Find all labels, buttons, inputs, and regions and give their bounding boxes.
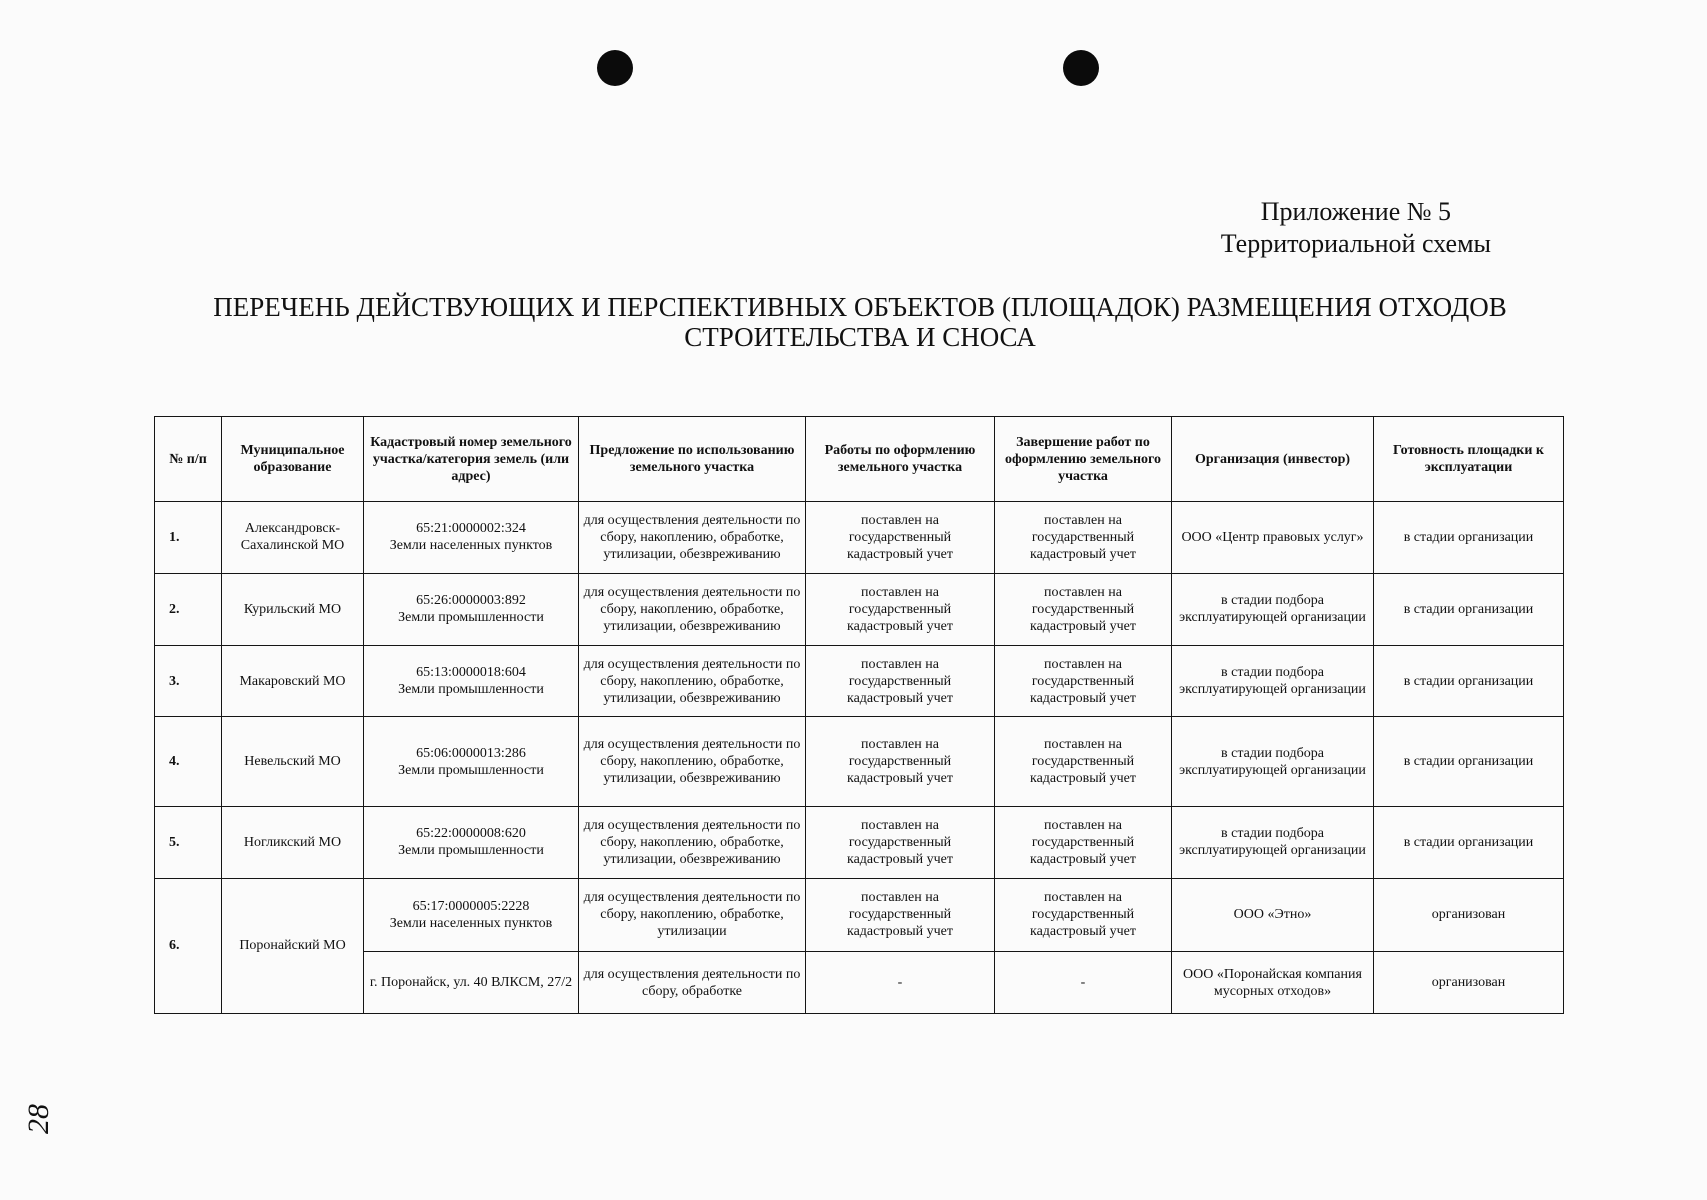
appendix-line-1: Приложение № 5 <box>1260 197 1452 226</box>
cell-completion: поставлен на государственный кадастровый учет <box>995 806 1172 878</box>
cell-proposal: для осуществления деятельности по сбору, накоплению, обработке, утилизации <box>579 878 806 952</box>
cell-completion: поставлен на государственный кадастровый учет <box>995 502 1172 574</box>
objects-table <box>154 416 1564 1014</box>
page-number-mark: 28 <box>22 1104 55 1134</box>
cell-num: 4. <box>155 717 222 806</box>
cell-organization: в стадии подбора эксплуатирующей организации <box>1172 573 1374 645</box>
table-row <box>155 645 1564 717</box>
cell-cadastral: г. Поронайск, ул. 40 ВЛКСМ, 27/2 <box>364 952 579 1014</box>
cell-works: - <box>806 952 995 1014</box>
cell-municipality: Поронайский МО <box>222 878 364 1013</box>
cell-organization: в стадии подбора эксплуатирующей организации <box>1172 717 1374 806</box>
cell-num: 2. <box>155 573 222 645</box>
cell-works: поставлен на государственный кадастровый учет <box>806 878 995 952</box>
cell-readiness: в стадии организации <box>1374 573 1564 645</box>
cell-readiness: в стадии организации <box>1374 645 1564 717</box>
cell-municipality: Невельский МО <box>222 717 364 806</box>
cell-proposal: для осуществления деятельности по сбору, накоплению, обработке, утилизации, обезвреживанию <box>579 502 806 574</box>
cell-organization: в стадии подбора эксплуатирующей организации <box>1172 645 1374 717</box>
table-row <box>155 806 1564 878</box>
cell-municipality: Ногликский МО <box>222 806 364 878</box>
cell-num: 3. <box>155 645 222 717</box>
cell-works: поставлен на государственный кадастровый учет <box>806 806 995 878</box>
cell-cadastral: 65:06:0000013:286 Земли промышленности <box>364 717 579 806</box>
cell-proposal: для осуществления деятельности по сбору, обработке <box>579 952 806 1014</box>
title-line-2: СТРОИТЕЛЬСТВА И СНОСА <box>684 322 1036 352</box>
header-organization: Организация (инвестор) <box>1172 417 1374 502</box>
cell-cadastral: 65:22:0000008:620 Земли промышленности <box>364 806 579 878</box>
title-line-1: ПЕРЕЧЕНЬ ДЕЙСТВУЮЩИХ И ПЕРСПЕКТИВНЫХ ОБЪЕКТОВ (ПЛОЩАДОК) РАЗМЕЩЕНИЯ ОТХОДОВ <box>213 292 1507 322</box>
cell-num: 5. <box>155 806 222 878</box>
header-cadastral: Кадастровый номер земельного участка/категория земель (или адрес) <box>364 417 579 502</box>
cell-completion: поставлен на государственный кадастровый учет <box>995 878 1172 952</box>
cell-cadastral: 65:13:0000018:604 Земли промышленности <box>364 645 579 717</box>
cell-readiness: организован <box>1374 952 1564 1014</box>
cell-readiness: в стадии организации <box>1374 806 1564 878</box>
cell-municipality: Александровск-Сахалинской МО <box>222 502 364 574</box>
header-works: Работы по оформлению земельного участка <box>806 417 995 502</box>
table-header-row <box>155 417 1564 502</box>
cell-municipality: Курильский МО <box>222 573 364 645</box>
cell-works: поставлен на государственный кадастровый учет <box>806 645 995 717</box>
cell-completion: поставлен на государственный кадастровый учет <box>995 573 1172 645</box>
cell-organization: ООО «Центр правовых услуг» <box>1172 502 1374 574</box>
cell-organization: ООО «Поронайская компания мусорных отходов» <box>1172 952 1374 1014</box>
cell-cadastral: 65:21:0000002:324 Земли населенных пунктов <box>364 502 579 574</box>
cell-proposal: для осуществления деятельности по сбору, накоплению, обработке, утилизации, обезвреживанию <box>579 645 806 717</box>
cell-completion: - <box>995 952 1172 1014</box>
cell-works: поставлен на государственный кадастровый учет <box>806 573 995 645</box>
cell-readiness: в стадии организации <box>1374 717 1564 806</box>
cell-proposal: для осуществления деятельности по сбору, накоплению, обработке, утилизации, обезвреживанию <box>579 717 806 806</box>
cell-works: поставлен на государственный кадастровый учет <box>806 502 995 574</box>
table-row <box>155 878 1564 952</box>
header-readiness: Готовность площадки к эксплуатации <box>1374 417 1564 502</box>
document-title <box>150 292 1570 352</box>
header-number: № п/п <box>155 417 222 502</box>
header-completion: Завершение работ по оформлению земельного участка <box>995 417 1172 502</box>
table-row <box>155 717 1564 806</box>
table-row <box>155 573 1564 645</box>
cell-readiness: в стадии организации <box>1374 502 1564 574</box>
header-proposal: Предложение по использованию земельного участка <box>579 417 806 502</box>
punch-hole-right <box>1063 50 1099 86</box>
cell-readiness: организован <box>1374 878 1564 952</box>
appendix-note <box>1221 196 1491 260</box>
cell-completion: поставлен на государственный кадастровый учет <box>995 717 1172 806</box>
appendix-line-2: Территориальной схемы <box>1220 229 1491 258</box>
table-row <box>155 502 1564 574</box>
cell-organization: ООО «Этно» <box>1172 878 1374 952</box>
cell-works: поставлен на государственный кадастровый учет <box>806 717 995 806</box>
punch-hole-left <box>597 50 633 86</box>
cell-proposal: для осуществления деятельности по сбору, накоплению, обработке, утилизации, обезвреживанию <box>579 806 806 878</box>
cell-organization: в стадии подбора эксплуатирующей организации <box>1172 806 1374 878</box>
cell-municipality: Макаровский МО <box>222 645 364 717</box>
cell-completion: поставлен на государственный кадастровый учет <box>995 645 1172 717</box>
cell-cadastral: 65:17:0000005:2228 Земли населенных пунктов <box>364 878 579 952</box>
header-municipality: Муниципальное образование <box>222 417 364 502</box>
table-row <box>155 952 1564 1014</box>
cell-num: 1. <box>155 502 222 574</box>
cell-proposal: для осуществления деятельности по сбору, накоплению, обработке, утилизации, обезвреживанию <box>579 573 806 645</box>
cell-cadastral: 65:26:0000003:892 Земли промышленности <box>364 573 579 645</box>
cell-num: 6. <box>155 878 222 1013</box>
